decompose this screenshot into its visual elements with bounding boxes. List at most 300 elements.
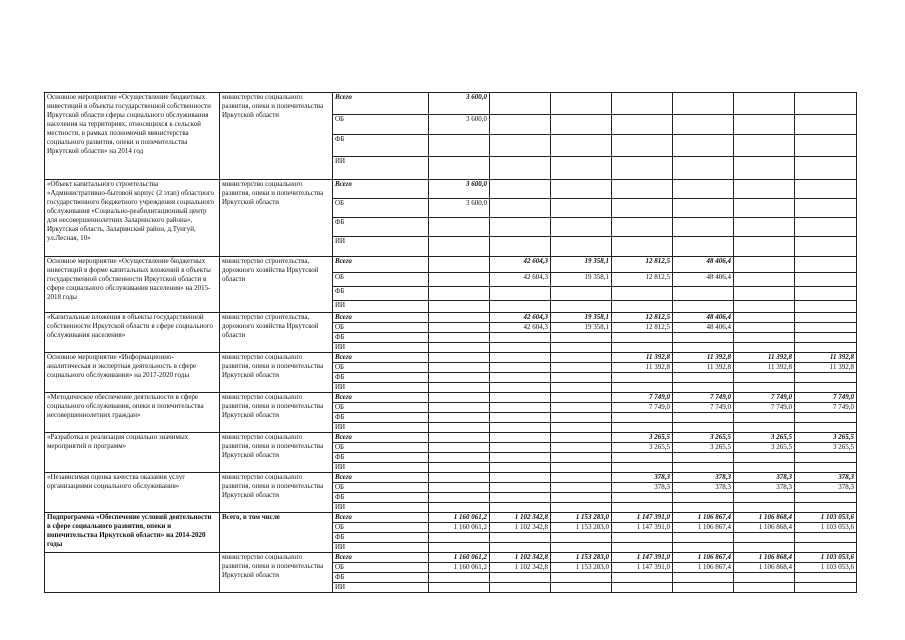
funding-source: ОБ bbox=[333, 273, 429, 287]
amount-cell bbox=[551, 180, 612, 199]
amount-cell bbox=[429, 353, 490, 363]
amount-cell: 12 812,5 bbox=[612, 323, 673, 333]
amount-cell bbox=[795, 257, 857, 273]
funding-source: Всего bbox=[333, 257, 429, 273]
amount-cell bbox=[673, 533, 734, 543]
table-row bbox=[45, 433, 857, 443]
amount-cell bbox=[612, 301, 673, 313]
amount-cell bbox=[551, 483, 612, 493]
amount-cell: 1 103 053,6 bbox=[795, 523, 857, 533]
amount-cell: 12 812,5 bbox=[612, 257, 673, 273]
amount-cell: 3 265,5 bbox=[612, 433, 673, 443]
amount-cell bbox=[551, 453, 612, 463]
amount-cell: 12 812,5 bbox=[612, 313, 673, 323]
amount-cell bbox=[734, 237, 795, 257]
amount-cell bbox=[490, 403, 551, 413]
amount-cell bbox=[429, 313, 490, 323]
amount-cell bbox=[795, 383, 857, 393]
responsible-executor: министерство социального развития, опеки и попечительства Иркутской области bbox=[220, 553, 333, 593]
amount-cell: 1 103 053,6 bbox=[795, 553, 857, 563]
amount-cell bbox=[612, 199, 673, 218]
amount-cell bbox=[612, 373, 673, 383]
amount-cell: 1 147 391,0 bbox=[612, 523, 673, 533]
amount-cell bbox=[551, 463, 612, 473]
amount-cell: 378,3 bbox=[673, 483, 734, 493]
amount-cell bbox=[490, 343, 551, 353]
amount-cell: 42 604,3 bbox=[490, 273, 551, 287]
amount-cell: 3 265,5 bbox=[734, 433, 795, 443]
amount-cell: 1 106 868,4 bbox=[734, 553, 795, 563]
amount-cell bbox=[612, 503, 673, 513]
amount-cell bbox=[490, 93, 551, 115]
amount-cell bbox=[612, 413, 673, 423]
amount-cell: 378,3 bbox=[734, 473, 795, 483]
funding-source: Всего bbox=[333, 353, 429, 363]
measure-description: Основное мероприятие «Осуществление бюджетных инвестиций в форме капитальных вложений в объекты государственной собственности Иркутской области в сфере социального обслуживания населения» на 2015-2018 годы bbox=[45, 257, 220, 313]
amount-cell bbox=[429, 543, 490, 553]
amount-cell bbox=[673, 180, 734, 199]
amount-cell bbox=[429, 363, 490, 373]
amount-cell bbox=[490, 573, 551, 583]
amount-cell bbox=[612, 180, 673, 199]
amount-cell bbox=[551, 413, 612, 423]
measure-description: Подпрограмма «Обеспечение условий деятельности в сфере социального развития, опеки и попечительства Иркутской области» на 2014-2020 годы bbox=[45, 513, 220, 553]
funding-source: ИИ bbox=[333, 383, 429, 393]
amount-cell bbox=[551, 93, 612, 115]
amount-cell: 378,3 bbox=[612, 473, 673, 483]
amount-cell bbox=[429, 423, 490, 433]
amount-cell bbox=[490, 287, 551, 301]
amount-cell bbox=[551, 503, 612, 513]
funding-source: ОБ bbox=[333, 563, 429, 573]
funding-source: ОБ bbox=[333, 443, 429, 453]
amount-cell bbox=[429, 533, 490, 543]
funding-source: ОБ bbox=[333, 199, 429, 218]
amount-cell bbox=[612, 423, 673, 433]
amount-cell: 378,3 bbox=[795, 473, 857, 483]
amount-cell bbox=[490, 443, 551, 453]
amount-cell: 19 358,1 bbox=[551, 313, 612, 323]
amount-cell bbox=[429, 493, 490, 503]
funding-source: Всего bbox=[333, 313, 429, 323]
amount-cell bbox=[673, 115, 734, 135]
amount-cell bbox=[673, 373, 734, 383]
amount-cell bbox=[490, 503, 551, 513]
amount-cell bbox=[551, 433, 612, 443]
amount-cell bbox=[734, 463, 795, 473]
amount-cell bbox=[490, 199, 551, 218]
amount-cell bbox=[551, 533, 612, 543]
amount-cell bbox=[734, 313, 795, 323]
amount-cell bbox=[673, 343, 734, 353]
amount-cell bbox=[551, 573, 612, 583]
funding-source: ИИ bbox=[333, 237, 429, 257]
amount-cell: 1 106 868,4 bbox=[734, 513, 795, 523]
amount-cell bbox=[795, 343, 857, 353]
amount-cell bbox=[551, 403, 612, 413]
amount-cell bbox=[551, 199, 612, 218]
amount-cell bbox=[795, 93, 857, 115]
amount-cell bbox=[795, 287, 857, 301]
amount-cell: 11 392,8 bbox=[673, 363, 734, 373]
amount-cell bbox=[429, 443, 490, 453]
amount-cell: 3 265,5 bbox=[673, 433, 734, 443]
amount-cell bbox=[429, 157, 490, 180]
amount-cell bbox=[795, 323, 857, 333]
amount-cell: 3 265,5 bbox=[734, 443, 795, 453]
amount-cell bbox=[734, 218, 795, 237]
amount-cell bbox=[734, 413, 795, 423]
amount-cell bbox=[673, 543, 734, 553]
amount-cell bbox=[612, 453, 673, 463]
amount-cell bbox=[429, 413, 490, 423]
amount-cell bbox=[795, 333, 857, 343]
amount-cell: 1 103 053,6 bbox=[795, 513, 857, 523]
funding-source: Всего bbox=[333, 93, 429, 115]
amount-cell: 48 406,4 bbox=[673, 273, 734, 287]
amount-cell bbox=[551, 157, 612, 180]
amount-cell bbox=[490, 115, 551, 135]
amount-cell bbox=[490, 180, 551, 199]
measure-description: «Независимая оценка качества оказания услуг организациями социального обслуживания» bbox=[45, 473, 220, 513]
amount-cell: 1 106 867,4 bbox=[673, 563, 734, 573]
amount-cell: 11 392,8 bbox=[612, 363, 673, 373]
amount-cell bbox=[429, 333, 490, 343]
amount-cell: 7 749,0 bbox=[734, 403, 795, 413]
amount-cell: 378,3 bbox=[612, 483, 673, 493]
amount-cell: 1 102 342,8 bbox=[490, 553, 551, 563]
funding-source: ФБ bbox=[333, 413, 429, 423]
responsible-executor: министерство социального развития, опеки и попечительства Иркутской области bbox=[220, 180, 333, 257]
amount-cell bbox=[673, 301, 734, 313]
funding-source: ФБ bbox=[333, 453, 429, 463]
amount-cell bbox=[673, 383, 734, 393]
amount-cell bbox=[490, 333, 551, 343]
funding-source: ОБ bbox=[333, 403, 429, 413]
amount-cell: 1 147 391,0 bbox=[612, 563, 673, 573]
amount-cell bbox=[673, 583, 734, 593]
amount-cell bbox=[734, 135, 795, 157]
budget-table-body bbox=[45, 93, 857, 593]
amount-cell bbox=[429, 237, 490, 257]
amount-cell bbox=[673, 453, 734, 463]
amount-cell: 7 749,0 bbox=[612, 393, 673, 403]
amount-cell bbox=[612, 237, 673, 257]
amount-cell bbox=[429, 257, 490, 273]
amount-cell bbox=[612, 115, 673, 135]
amount-cell: 11 392,8 bbox=[734, 353, 795, 363]
funding-source: Всего bbox=[333, 393, 429, 403]
amount-cell: 1 106 868,4 bbox=[734, 523, 795, 533]
amount-cell bbox=[429, 473, 490, 483]
amount-cell bbox=[734, 543, 795, 553]
amount-cell: 1 102 342,8 bbox=[490, 523, 551, 533]
amount-cell bbox=[490, 483, 551, 493]
amount-cell: 1 106 867,4 bbox=[673, 513, 734, 523]
amount-cell bbox=[795, 423, 857, 433]
amount-cell bbox=[795, 543, 857, 553]
amount-cell bbox=[490, 353, 551, 363]
amount-cell bbox=[795, 301, 857, 313]
amount-cell bbox=[429, 287, 490, 301]
funding-source: ФБ bbox=[333, 373, 429, 383]
amount-cell bbox=[490, 583, 551, 593]
table-row bbox=[45, 473, 857, 483]
measure-description: «Капитальные вложения в объекты государственной собственности Иркутской области в сфере социального обслуживания населения» bbox=[45, 313, 220, 353]
table-row bbox=[45, 393, 857, 403]
amount-cell bbox=[551, 473, 612, 483]
amount-cell bbox=[673, 237, 734, 257]
amount-cell bbox=[490, 493, 551, 503]
table-row bbox=[45, 353, 857, 363]
amount-cell bbox=[551, 115, 612, 135]
amount-cell: 1 147 391,0 bbox=[612, 553, 673, 563]
amount-cell bbox=[795, 573, 857, 583]
amount-cell: 1 102 342,8 bbox=[490, 513, 551, 523]
responsible-executor: министерство социального развития, опеки и попечительства Иркутской области bbox=[220, 353, 333, 393]
amount-cell: 1 106 867,4 bbox=[673, 553, 734, 563]
amount-cell bbox=[429, 453, 490, 463]
funding-source: ФБ bbox=[333, 493, 429, 503]
budget-table bbox=[44, 92, 857, 593]
amount-cell bbox=[612, 573, 673, 583]
amount-cell bbox=[429, 483, 490, 493]
measure-description: «Объект капитального строительства «Административно-бытовой корпус (2 этап) областного государственного бюджетного учреждения социального обслуживания «Социально-реабилитационный центр для несовершеннолетних Заларинского района», Иркутская область, Заларинский район, д.Тунгуй, ул.Лесная, 10» bbox=[45, 180, 220, 257]
amount-cell bbox=[612, 543, 673, 553]
funding-source: ИИ bbox=[333, 301, 429, 313]
amount-cell: 19 358,1 bbox=[551, 257, 612, 273]
amount-cell bbox=[734, 573, 795, 583]
funding-source: ФБ bbox=[333, 333, 429, 343]
amount-cell bbox=[673, 503, 734, 513]
funding-source: ФБ bbox=[333, 135, 429, 157]
amount-cell bbox=[612, 383, 673, 393]
amount-cell bbox=[734, 257, 795, 273]
amount-cell bbox=[795, 135, 857, 157]
amount-cell bbox=[429, 393, 490, 403]
amount-cell bbox=[734, 533, 795, 543]
amount-cell bbox=[673, 199, 734, 218]
amount-cell bbox=[734, 343, 795, 353]
amount-cell bbox=[734, 373, 795, 383]
amount-cell bbox=[551, 493, 612, 503]
amount-cell bbox=[795, 583, 857, 593]
table-row bbox=[45, 93, 857, 115]
funding-source: ИИ bbox=[333, 543, 429, 553]
amount-cell bbox=[795, 373, 857, 383]
amount-cell bbox=[551, 363, 612, 373]
measure-description: Основное мероприятие «Осуществление бюджетных инвестиций в объекты государственной собственности Иркутской области сферы социального обслуживания населения на территориях, относящихся к сельской местности, в рамках полномочий министерства социального развития, опеки и попечительства Иркутской области» на 2014 год bbox=[45, 93, 220, 180]
table-row bbox=[45, 257, 857, 273]
amount-cell: 1 153 283,0 bbox=[551, 513, 612, 523]
amount-cell bbox=[551, 135, 612, 157]
amount-cell bbox=[612, 135, 673, 157]
amount-cell: 48 406,4 bbox=[673, 313, 734, 323]
amount-cell bbox=[612, 463, 673, 473]
amount-cell bbox=[429, 503, 490, 513]
amount-cell bbox=[612, 333, 673, 343]
measure-description: «Методическое обеспечение деятельности в сфере социального обслуживания, опеки и попечительства несовершеннолетних граждан» bbox=[45, 393, 220, 433]
amount-cell bbox=[490, 237, 551, 257]
funding-source: ИИ bbox=[333, 463, 429, 473]
amount-cell bbox=[490, 157, 551, 180]
funding-source: ОБ bbox=[333, 483, 429, 493]
responsible-executor: министерство социального развития, опеки и попечительства Иркутской области bbox=[220, 433, 333, 473]
amount-cell bbox=[490, 363, 551, 373]
amount-cell: 7 749,0 bbox=[795, 393, 857, 403]
amount-cell: 7 749,0 bbox=[673, 403, 734, 413]
amount-cell: 3 265,5 bbox=[795, 433, 857, 443]
amount-cell bbox=[429, 403, 490, 413]
amount-cell bbox=[490, 135, 551, 157]
amount-cell bbox=[429, 583, 490, 593]
amount-cell bbox=[612, 218, 673, 237]
funding-source: ОБ bbox=[333, 363, 429, 373]
amount-cell bbox=[551, 287, 612, 301]
amount-cell bbox=[734, 423, 795, 433]
amount-cell: 42 604,3 bbox=[490, 323, 551, 333]
amount-cell bbox=[490, 373, 551, 383]
amount-cell: 7 749,0 bbox=[612, 403, 673, 413]
amount-cell: 48 406,4 bbox=[673, 323, 734, 333]
amount-cell: 7 749,0 bbox=[734, 393, 795, 403]
amount-cell: 19 358,1 bbox=[551, 323, 612, 333]
amount-cell bbox=[734, 115, 795, 135]
funding-source: Всего bbox=[333, 553, 429, 563]
amount-cell: 3 600,0 bbox=[429, 93, 490, 115]
funding-source: ИИ bbox=[333, 423, 429, 433]
amount-cell bbox=[612, 583, 673, 593]
amount-cell bbox=[795, 199, 857, 218]
amount-cell bbox=[795, 180, 857, 199]
amount-cell bbox=[673, 135, 734, 157]
funding-source: ФБ bbox=[333, 287, 429, 301]
amount-cell bbox=[673, 573, 734, 583]
amount-cell bbox=[612, 93, 673, 115]
amount-cell bbox=[490, 218, 551, 237]
amount-cell bbox=[795, 453, 857, 463]
funding-source: ИИ bbox=[333, 583, 429, 593]
amount-cell bbox=[429, 273, 490, 287]
amount-cell: 11 392,8 bbox=[612, 353, 673, 363]
amount-cell bbox=[490, 473, 551, 483]
amount-cell: 1 153 283,0 bbox=[551, 563, 612, 573]
amount-cell bbox=[490, 413, 551, 423]
amount-cell: 1 106 868,4 bbox=[734, 563, 795, 573]
amount-cell bbox=[429, 573, 490, 583]
amount-cell bbox=[795, 493, 857, 503]
funding-source: ИИ bbox=[333, 343, 429, 353]
funding-source: ИИ bbox=[333, 157, 429, 180]
table-row bbox=[45, 513, 857, 523]
amount-cell: 1 160 061,2 bbox=[429, 563, 490, 573]
amount-cell: 3 265,5 bbox=[673, 443, 734, 453]
amount-cell: 378,3 bbox=[673, 473, 734, 483]
amount-cell bbox=[734, 301, 795, 313]
amount-cell bbox=[490, 433, 551, 443]
amount-cell bbox=[673, 413, 734, 423]
amount-cell bbox=[490, 463, 551, 473]
amount-cell: 3 600,0 bbox=[429, 115, 490, 135]
amount-cell: 1 103 053,6 bbox=[795, 563, 857, 573]
table-row bbox=[45, 313, 857, 323]
amount-cell bbox=[795, 115, 857, 135]
funding-source: ОБ bbox=[333, 523, 429, 533]
amount-cell bbox=[673, 493, 734, 503]
amount-cell bbox=[795, 157, 857, 180]
responsible-executor: Всего, в том числе bbox=[220, 513, 333, 553]
amount-cell bbox=[612, 493, 673, 503]
funding-source: ФБ bbox=[333, 218, 429, 237]
amount-cell bbox=[673, 218, 734, 237]
measure-description bbox=[45, 553, 220, 593]
amount-cell: 19 358,1 bbox=[551, 273, 612, 287]
funding-source: Всего bbox=[333, 180, 429, 199]
amount-cell bbox=[490, 533, 551, 543]
funding-source: ИИ bbox=[333, 503, 429, 513]
responsible-executor: министерство социального развития, опеки и попечительства Иркутской области bbox=[220, 393, 333, 433]
table-row bbox=[45, 180, 857, 199]
amount-cell bbox=[429, 135, 490, 157]
amount-cell bbox=[490, 423, 551, 433]
amount-cell: 1 153 283,0 bbox=[551, 523, 612, 533]
amount-cell bbox=[734, 493, 795, 503]
amount-cell bbox=[673, 287, 734, 301]
amount-cell: 1 102 342,8 bbox=[490, 563, 551, 573]
amount-cell bbox=[490, 393, 551, 403]
funding-source: Всего bbox=[333, 513, 429, 523]
amount-cell bbox=[551, 583, 612, 593]
amount-cell: 1 153 283,0 bbox=[551, 553, 612, 563]
amount-cell bbox=[551, 383, 612, 393]
responsible-executor: министерство социального развития, опеки и попечительства Иркутской области bbox=[220, 93, 333, 180]
amount-cell: 3 600,0 bbox=[429, 199, 490, 218]
funding-source: ФБ bbox=[333, 573, 429, 583]
amount-cell bbox=[734, 180, 795, 199]
amount-cell bbox=[612, 157, 673, 180]
amount-cell bbox=[551, 237, 612, 257]
responsible-executor: министерство социального развития, опеки и попечительства Иркутской области bbox=[220, 473, 333, 513]
amount-cell bbox=[429, 383, 490, 393]
funding-source: ФБ bbox=[333, 533, 429, 543]
amount-cell bbox=[673, 157, 734, 180]
amount-cell bbox=[551, 333, 612, 343]
amount-cell: 1 160 061,2 bbox=[429, 523, 490, 533]
amount-cell: 7 749,0 bbox=[673, 393, 734, 403]
responsible-executor: министерство строительства, дорожного хозяйства Иркутской области bbox=[220, 257, 333, 313]
amount-cell bbox=[673, 93, 734, 115]
amount-cell bbox=[551, 423, 612, 433]
amount-cell bbox=[551, 443, 612, 453]
amount-cell: 48 406,4 bbox=[673, 257, 734, 273]
amount-cell bbox=[429, 301, 490, 313]
amount-cell bbox=[795, 413, 857, 423]
amount-cell bbox=[612, 343, 673, 353]
funding-source: ОБ bbox=[333, 115, 429, 135]
amount-cell bbox=[673, 463, 734, 473]
amount-cell bbox=[429, 343, 490, 353]
amount-cell bbox=[490, 383, 551, 393]
amount-cell bbox=[734, 323, 795, 333]
amount-cell bbox=[551, 343, 612, 353]
amount-cell bbox=[734, 287, 795, 301]
amount-cell bbox=[734, 453, 795, 463]
amount-cell: 42 604,3 bbox=[490, 257, 551, 273]
amount-cell bbox=[673, 423, 734, 433]
measure-description: Основное мероприятие «Информационно-аналитическая и экспертная деятельность в сфере социального обслуживания» на 2017-2020 годы bbox=[45, 353, 220, 393]
amount-cell bbox=[795, 533, 857, 543]
amount-cell: 12 812,5 bbox=[612, 273, 673, 287]
